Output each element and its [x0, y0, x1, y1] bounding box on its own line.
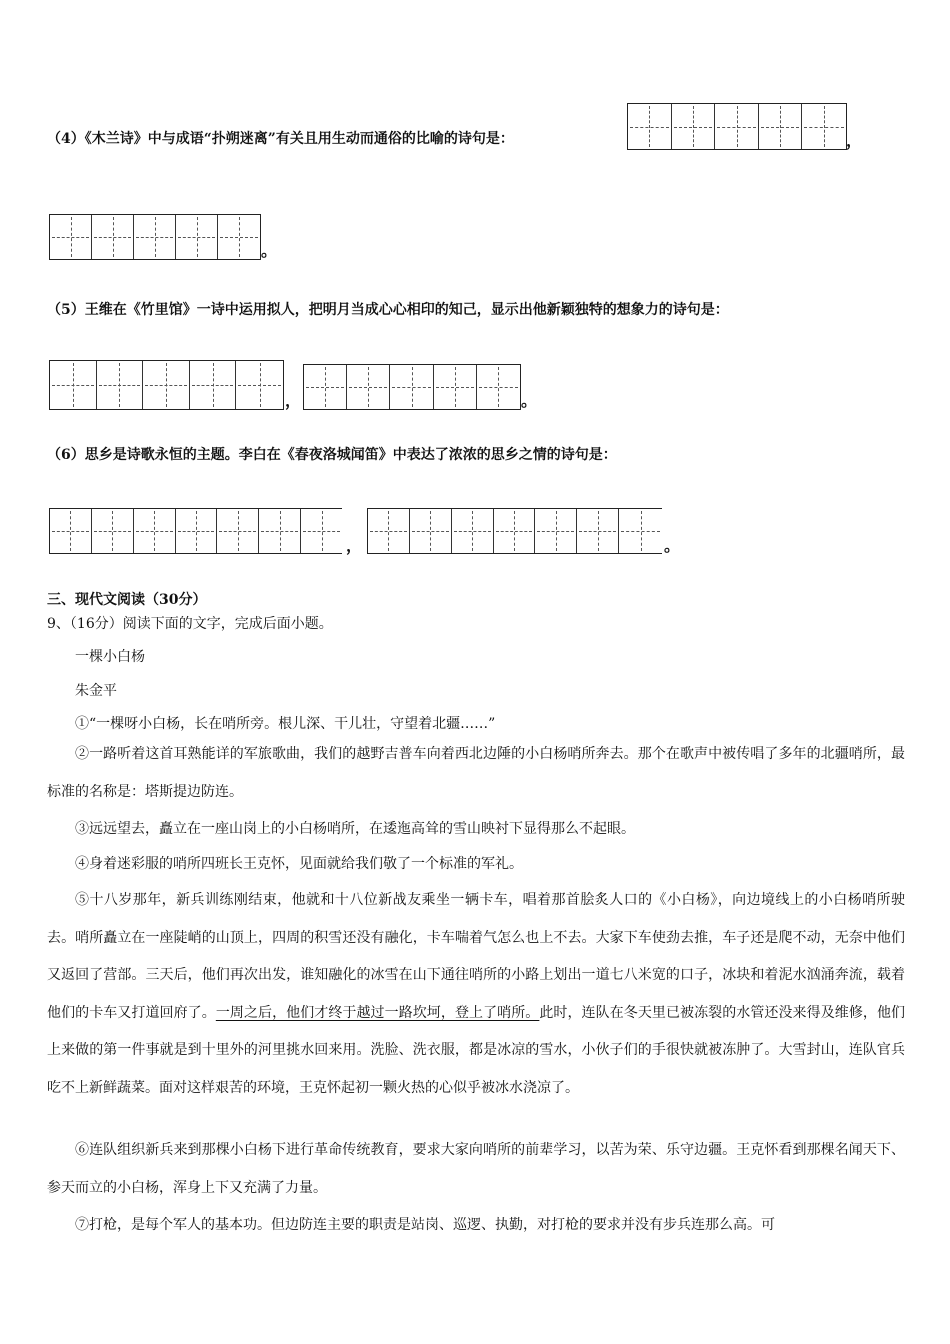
q4-comma: ， — [846, 131, 863, 150]
writing-cell[interactable] — [410, 509, 452, 553]
writing-cell[interactable] — [92, 509, 134, 553]
writing-cell[interactable] — [97, 361, 144, 409]
q4-period: 。 — [261, 241, 278, 260]
writing-cell[interactable] — [50, 215, 92, 259]
q5-answer-grid-2[interactable] — [303, 364, 521, 410]
q6-answer-grid-2[interactable] — [367, 508, 662, 554]
article-title: 一棵小白杨 — [75, 649, 145, 665]
writing-cell[interactable] — [628, 104, 672, 149]
writing-cell[interactable] — [672, 104, 716, 149]
writing-cell[interactable] — [217, 509, 259, 553]
paragraph-2: ②一路听着这首耳熟能详的军旅歌曲，我们的越野吉普车向着西北边陲的小白杨哨所奔去。那个在歌声中被传唱了多年的北疆哨所，最标准的名称是：塔斯提边防连。 — [47, 746, 905, 800]
writing-cell[interactable] — [190, 361, 237, 409]
article-author: 朱金平 — [75, 683, 117, 699]
writing-cell[interactable] — [759, 104, 803, 149]
q4-answer-grid-1[interactable] — [627, 103, 847, 150]
writing-cell[interactable] — [236, 361, 283, 409]
writing-cell[interactable] — [143, 361, 190, 409]
writing-cell[interactable] — [577, 509, 619, 553]
section-title: 三、现代文阅读（30分） — [47, 592, 207, 608]
q6-prompt: （6）思乡是诗歌永恒的主题。李白在《春夜洛城闻笛》中表达了浓浓的思乡之情的诗句是： — [47, 447, 617, 463]
writing-cell[interactable] — [535, 509, 577, 553]
writing-cell[interactable] — [50, 509, 92, 553]
writing-cell[interactable] — [347, 365, 390, 409]
writing-cell[interactable] — [92, 215, 134, 259]
q4-answer-grid-2[interactable] — [49, 214, 261, 260]
writing-cell[interactable] — [802, 104, 846, 149]
writing-cell[interactable] — [434, 365, 477, 409]
question-9: 9、（16分）阅读下面的文字，完成后面小题。 — [47, 616, 333, 632]
paragraph-5 — [47, 882, 905, 1107]
writing-cell[interactable] — [304, 365, 347, 409]
q5-answer-grid-1[interactable] — [49, 360, 284, 410]
paragraph-4: ④身着迷彩服的哨所四班长王克怀，见面就给我们敬了一个标准的军礼。 — [75, 856, 523, 872]
writing-cell[interactable] — [368, 509, 410, 553]
paragraph-5-underlined-sentence: 一周之后，他们才终于越过一路坎坷，登上了哨所。 — [215, 1004, 540, 1021]
writing-cell[interactable] — [176, 215, 218, 259]
q6-answer-grid-1[interactable] — [49, 508, 342, 554]
paragraph-1: ①“一棵呀小白杨，长在哨所旁。根儿深、干儿壮，守望着北疆……” — [75, 716, 496, 732]
paragraph-6: ⑥连队组织新兵来到那棵小白杨下进行革命传统教育，要求大家向哨所的前辈学习，以苦为荣、乐守边疆。王克怀看到那棵名闻天下、参天而立的小白杨，浑身上下又充满了力量。 — [47, 1142, 905, 1196]
writing-cell[interactable] — [50, 361, 97, 409]
writing-cell[interactable] — [452, 509, 494, 553]
writing-cell[interactable] — [715, 104, 759, 149]
writing-cell[interactable] — [218, 215, 260, 259]
writing-cell[interactable] — [134, 215, 176, 259]
writing-cell[interactable] — [301, 509, 342, 553]
q5-prompt: （5）王维在《竹里馆》一诗中运用拟人，把明月当成心心相印的知己，显示出他新颖独特的想象力的诗句是： — [47, 302, 729, 318]
writing-cell[interactable] — [619, 509, 662, 553]
q6-period: 。 — [664, 536, 681, 555]
writing-cell[interactable] — [390, 365, 433, 409]
writing-cell[interactable] — [477, 365, 520, 409]
q5-comma: ， — [285, 391, 302, 410]
writing-cell[interactable] — [494, 509, 536, 553]
writing-cell[interactable] — [259, 509, 301, 553]
paragraph-7: ⑦打枪，是每个军人的基本功。但边防连主要的职责是站岗、巡逻、执勤，对打枪的要求并没有步兵连那么高。可 — [75, 1217, 775, 1233]
q5-period: 。 — [521, 391, 538, 410]
q6-comma: ， — [346, 536, 363, 555]
paragraph-5-text-a: ⑤十八岁那年，新兵训练刚结束，他就和十八位新战友乘坐一辆卡车，唱着那首脍炙人口的《小白杨》，向边境线上的小白杨哨所驶去。哨所矗立在一座陡峭的山顶上，四周的积雪还没有融化，卡车喘着气怎么也上不去。大家下车使劲去推，车子还是爬不动，无奈中他们又返回了营部。三天后，他们再次出发，谁知融化的冰雪在山下通往哨所的小路上划出一道七八米宽的口子，冰块和着泥水汹涌奔流，载着他们的卡车又打道回府了。 — [47, 892, 905, 1021]
paragraph-5-text-b: 此时，连队在冬天里已被冻裂的水管还没来得及维修，他们上来做的第一件事就是到十里外的河里挑水回来用。洗脸、洗衣服，都是冰凉的雪水，小伙子们的手很快就被冻肿了。大雪封山，连队官兵吃不上新鲜蔬菜。面对这样艰苦的环境，王克怀起初一颗火热的心似乎被冰水浇凉了。 — [47, 1004, 906, 1096]
paragraph-3: ③远远望去，矗立在一座山岗上的小白杨哨所，在逶迤高耸的雪山映衬下显得那么不起眼。 — [75, 821, 635, 837]
writing-cell[interactable] — [176, 509, 218, 553]
q4-prompt: （4）《木兰诗》中与成语“扑朔迷离”有关且用生动而通俗的比喻的诗句是： — [47, 131, 514, 147]
writing-cell[interactable] — [134, 509, 176, 553]
